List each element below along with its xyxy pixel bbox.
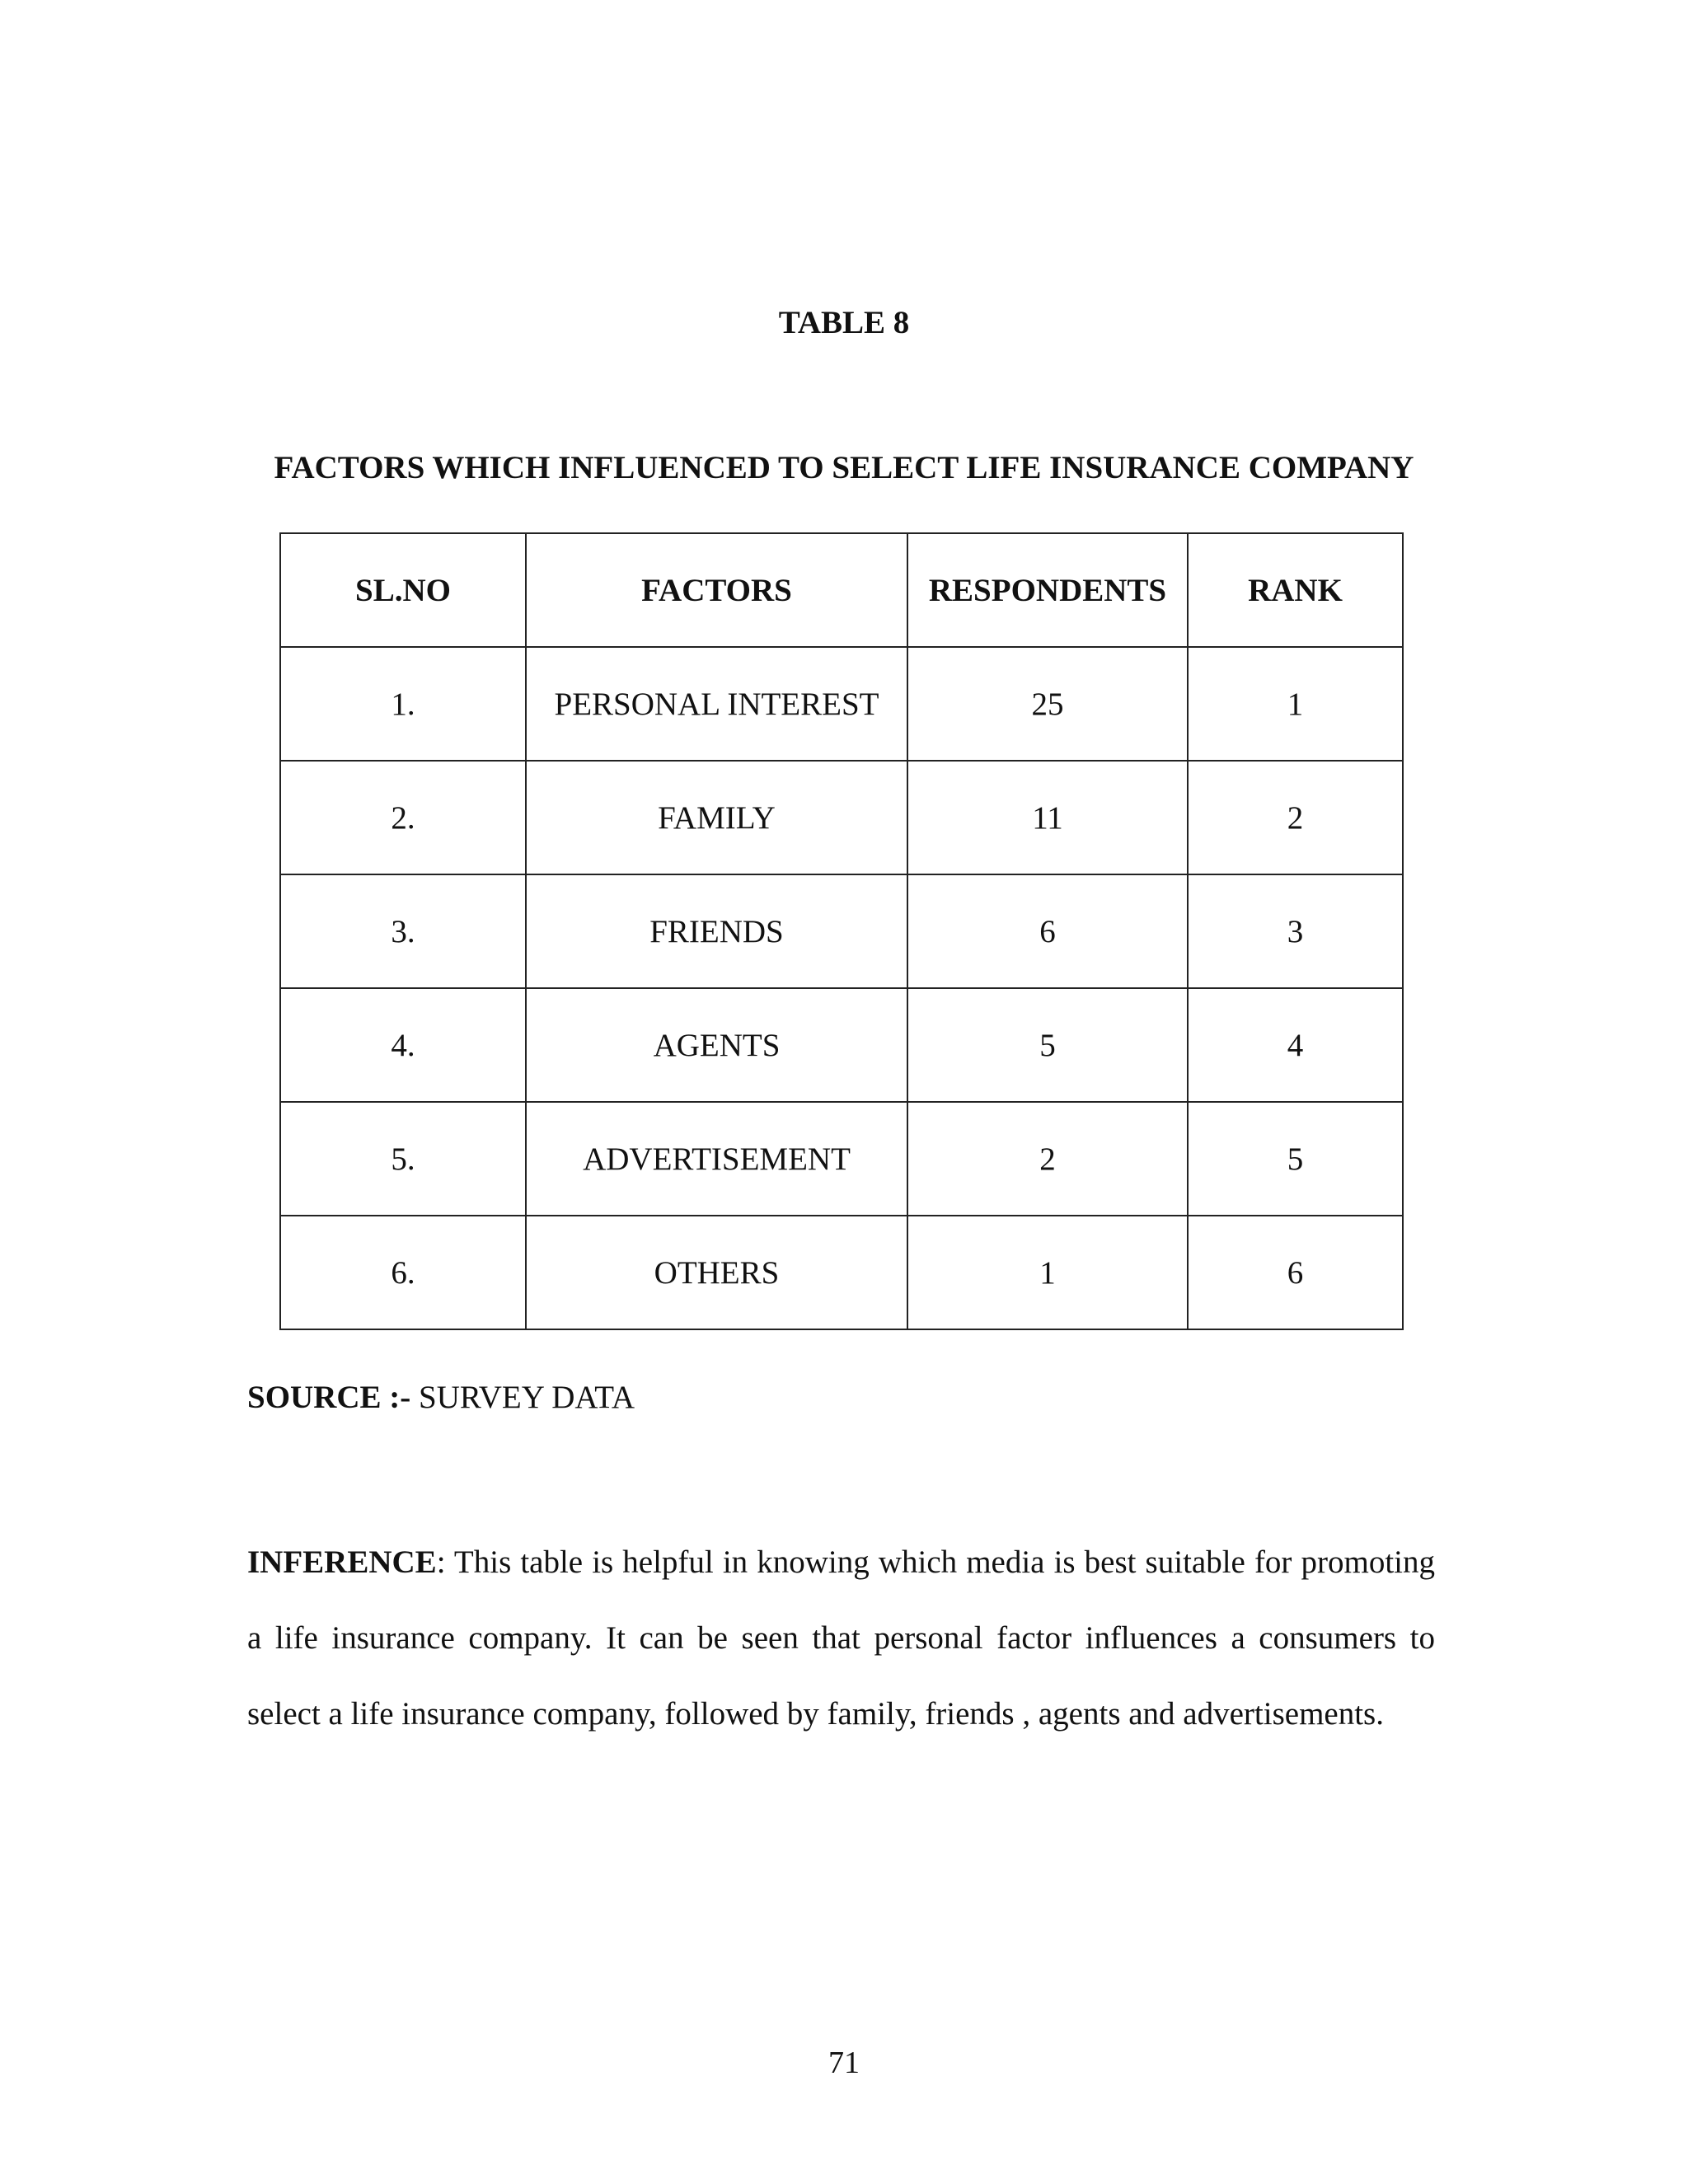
cell-factor: OTHERS: [526, 1216, 907, 1329]
cell-respondents: 5: [907, 988, 1188, 1102]
cell-rank: 5: [1188, 1102, 1403, 1216]
cell-factor: FAMILY: [526, 761, 907, 874]
factors-table: [279, 532, 1404, 1330]
cell-factor: AGENTS: [526, 988, 907, 1102]
cell-factor: PERSONAL INTEREST: [526, 647, 907, 761]
cell-rank: 6: [1188, 1216, 1403, 1329]
cell-slno: 5.: [280, 1102, 526, 1216]
cell-respondents: 6: [907, 874, 1188, 988]
table-row: [280, 647, 1403, 761]
inference-text: : This table is helpful in knowing which media is best suitable for promoting a life insurance company. It can be seen that personal factor influences a consumers to select a life insurance company, followed by family, friends , agents and advertisements.: [247, 1544, 1435, 1732]
cell-factor: FRIENDS: [526, 874, 907, 988]
cell-slno: 3.: [280, 874, 526, 988]
cell-respondents: 25: [907, 647, 1188, 761]
cell-factor: ADVERTISEMENT: [526, 1102, 907, 1216]
cell-slno: 2.: [280, 761, 526, 874]
source-line: [247, 1375, 635, 1421]
cell-slno: 4.: [280, 988, 526, 1102]
cell-respondents: 1: [907, 1216, 1188, 1329]
cell-rank: 4: [1188, 988, 1403, 1102]
cell-slno: 1.: [280, 647, 526, 761]
cell-rank: 3: [1188, 874, 1403, 988]
inference-label: INFERENCE: [247, 1544, 437, 1580]
header-respondents: RESPONDENTS: [907, 533, 1188, 647]
cell-respondents: 2: [907, 1102, 1188, 1216]
cell-respondents: 11: [907, 761, 1188, 874]
inference-paragraph: [247, 1525, 1435, 1752]
page-number: 71: [828, 2046, 860, 2080]
source-text: SURVEY DATA: [410, 1380, 635, 1415]
cell-rank: 1: [1188, 647, 1403, 761]
header-factors: FACTORS: [526, 533, 907, 647]
table-number: TABLE 8: [778, 305, 910, 340]
header-rank: RANK: [1188, 533, 1403, 647]
source-label: SOURCE :-: [247, 1380, 411, 1415]
cell-slno: 6.: [280, 1216, 526, 1329]
table-title: FACTORS WHICH INFLUENCED TO SELECT LIFE INSURANCE COMPANY: [274, 450, 1414, 485]
table-row: [280, 874, 1403, 988]
table-row: [280, 1216, 1403, 1329]
header-slno: SL.NO: [280, 533, 526, 647]
cell-rank: 2: [1188, 761, 1403, 874]
table-header-row: [280, 533, 1403, 647]
table-row: [280, 1102, 1403, 1216]
table-row: [280, 988, 1403, 1102]
table-row: [280, 761, 1403, 874]
